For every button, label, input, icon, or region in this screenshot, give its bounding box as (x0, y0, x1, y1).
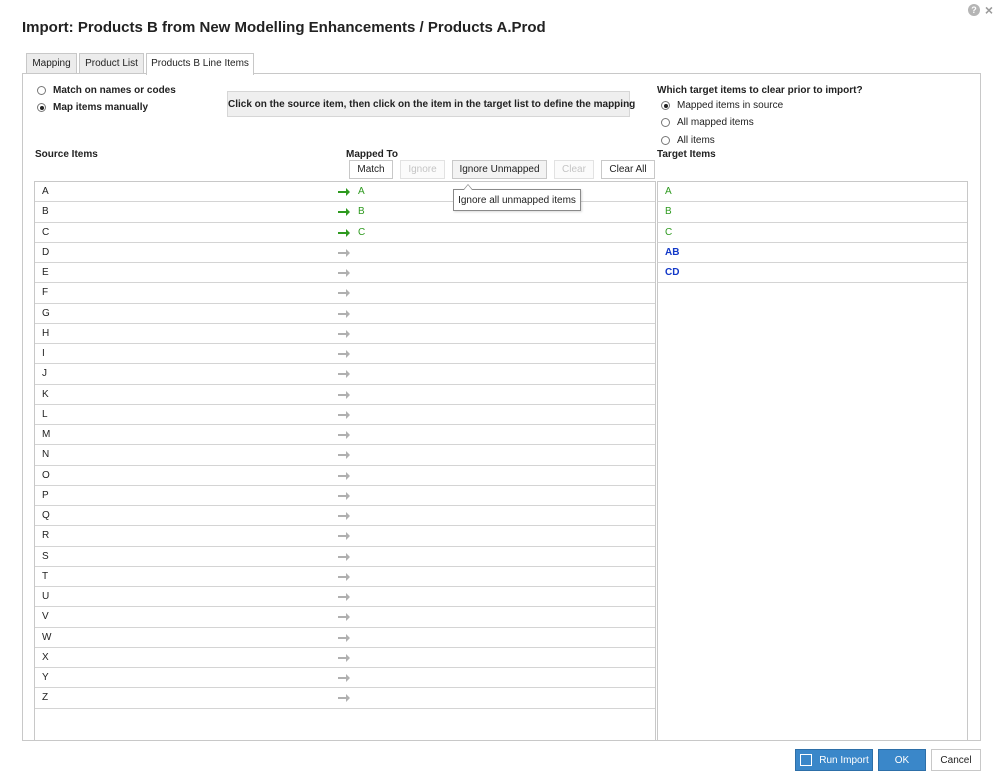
clear-prior-question: Which target items to clear prior to import? (657, 85, 863, 96)
target-item-label: AB (665, 246, 680, 258)
arrow-right-icon (337, 469, 351, 483)
ignore-unmapped-tooltip: Ignore all unmapped items (453, 189, 581, 211)
source-item-row[interactable] (35, 425, 655, 445)
source-item-label: K (42, 388, 49, 400)
target-item-row[interactable] (658, 202, 967, 222)
run-import-label: Run Import (819, 755, 869, 766)
source-item-row[interactable] (35, 344, 655, 364)
run-import-button[interactable] (795, 749, 873, 771)
clear-mapped-in-source-option[interactable] (661, 100, 783, 111)
match-button[interactable]: Match (349, 160, 393, 179)
source-item-row[interactable] (35, 364, 655, 384)
arrow-right-icon (337, 388, 351, 402)
option-label: All items (677, 135, 715, 146)
target-item-label: CD (665, 267, 680, 278)
source-item-row[interactable] (35, 547, 655, 567)
source-item-label: G (42, 307, 50, 319)
target-items-list (657, 181, 968, 741)
source-item-label: P (42, 489, 49, 501)
source-item-label: W (42, 631, 52, 643)
mapped-to-header: Mapped To (346, 149, 399, 160)
source-item-label: J (42, 368, 47, 380)
arrow-right-icon (337, 691, 351, 705)
source-item-label: X (42, 651, 49, 663)
arrow-right-icon (337, 671, 351, 685)
radio-button[interactable] (37, 103, 46, 112)
arrow-right-icon (337, 286, 351, 300)
source-item-label: O (42, 469, 50, 481)
source-item-row[interactable] (35, 648, 655, 668)
radio-button[interactable] (661, 136, 670, 145)
clear-button[interactable]: Clear (554, 160, 594, 179)
source-item-row[interactable] (35, 263, 655, 283)
arrow-right-icon (337, 448, 351, 462)
arrow-right-icon (337, 428, 351, 442)
source-item-row[interactable] (35, 304, 655, 324)
arrow-right-icon (337, 226, 351, 240)
arrow-right-icon (337, 408, 351, 422)
radio-button[interactable] (661, 118, 670, 127)
dialog-title: Import: Products B from New Modelling Enhancements / Products A.Prod (22, 19, 546, 36)
tab-label: Mapping (32, 58, 71, 69)
arrow-right-icon (337, 509, 351, 523)
source-item-label: B (42, 206, 49, 218)
source-item-row[interactable] (35, 283, 655, 303)
match-names-option[interactable] (37, 85, 176, 96)
source-item-label: C (42, 226, 50, 238)
source-item-label: Z (42, 692, 49, 704)
arrow-right-icon (337, 651, 351, 665)
option-label: All mapped items (677, 117, 754, 128)
source-item-label: F (42, 287, 49, 299)
source-item-label: I (42, 348, 45, 359)
target-item-row[interactable] (658, 243, 967, 263)
mapped-target-value: A (358, 186, 365, 197)
source-item-row[interactable] (35, 607, 655, 627)
radio-button[interactable] (37, 86, 46, 95)
source-item-label: H (42, 327, 50, 339)
source-item-label: U (42, 591, 50, 602)
source-item-row[interactable] (35, 628, 655, 648)
arrow-right-icon (337, 367, 351, 381)
source-item-row[interactable] (35, 385, 655, 405)
source-item-row[interactable] (35, 223, 655, 243)
source-item-label: M (42, 429, 51, 440)
target-item-label: A (665, 186, 672, 197)
source-item-row[interactable] (35, 526, 655, 546)
arrow-right-icon (337, 550, 351, 564)
mapped-target-value: B (358, 206, 365, 218)
arrow-right-icon (337, 489, 351, 503)
ignore-unmapped-button[interactable]: Ignore Unmapped (452, 160, 547, 179)
source-item-row[interactable] (35, 466, 655, 486)
arrow-right-icon (337, 610, 351, 624)
arrow-right-icon (337, 266, 351, 280)
import-icon (800, 754, 812, 766)
source-item-row[interactable] (35, 405, 655, 425)
tab-mapping[interactable] (26, 53, 77, 74)
source-item-label: A (42, 186, 49, 197)
arrow-right-icon (337, 570, 351, 584)
option-label: Map items manually (53, 102, 149, 113)
ok-button[interactable]: OK (878, 749, 926, 771)
source-item-label: Y (42, 672, 49, 683)
source-item-label: V (42, 611, 49, 623)
source-items-list (34, 181, 656, 741)
source-item-row[interactable] (35, 506, 655, 526)
arrow-right-icon (337, 529, 351, 543)
source-item-label: S (42, 550, 49, 562)
source-item-row[interactable] (35, 567, 655, 587)
source-item-label: N (42, 449, 50, 461)
source-item-row[interactable] (35, 668, 655, 688)
tab-products-b-line-items[interactable] (146, 53, 254, 75)
source-item-label: T (42, 570, 49, 582)
tab-label: Product List (85, 58, 138, 69)
map-manually-option[interactable] (37, 102, 148, 113)
close-icon[interactable]: × (984, 2, 994, 18)
clear-all-items-option[interactable] (661, 135, 715, 146)
target-item-row[interactable] (658, 263, 967, 283)
option-label: Mapped items in source (677, 100, 784, 111)
question-icon[interactable]: ? (968, 4, 980, 16)
arrow-right-icon (337, 590, 351, 604)
source-item-label: D (42, 246, 50, 258)
source-item-label: Q (42, 510, 50, 521)
arrow-right-icon (337, 205, 351, 219)
arrow-right-icon (337, 307, 351, 321)
mapped-target-value: C (358, 226, 366, 238)
source-item-label: R (42, 530, 50, 542)
source-item-row[interactable] (35, 486, 655, 506)
source-items-header: Source Items (35, 149, 98, 160)
arrow-right-icon (337, 246, 351, 260)
source-item-row[interactable] (35, 445, 655, 465)
target-item-label: B (665, 206, 672, 218)
instruction-banner: Click on the source item, then click on the item in the target list to define the mapping (227, 91, 630, 117)
arrow-right-icon (337, 347, 351, 361)
target-item-row[interactable] (658, 223, 967, 243)
source-item-label: E (42, 267, 49, 278)
tab-label: Products B Line Items (151, 58, 249, 69)
clear-all-button[interactable]: Clear All (601, 160, 655, 179)
tab-product-list[interactable] (79, 53, 144, 74)
radio-button[interactable] (661, 101, 670, 110)
source-item-row[interactable] (35, 587, 655, 607)
target-item-row[interactable] (658, 182, 967, 202)
source-item-row[interactable] (35, 243, 655, 263)
option-label: Match on names or codes (53, 85, 176, 96)
source-item-label: L (42, 408, 48, 420)
target-items-header: Target Items (657, 149, 716, 160)
ignore-button[interactable]: Ignore (400, 160, 445, 179)
cancel-button[interactable]: Cancel (931, 749, 981, 771)
clear-all-mapped-option[interactable] (661, 117, 754, 128)
arrow-right-icon (337, 185, 351, 199)
arrow-right-icon (337, 327, 351, 341)
source-item-row[interactable] (35, 688, 655, 708)
target-item-label: C (665, 226, 673, 238)
arrow-right-icon (337, 631, 351, 645)
source-item-row[interactable] (35, 324, 655, 344)
